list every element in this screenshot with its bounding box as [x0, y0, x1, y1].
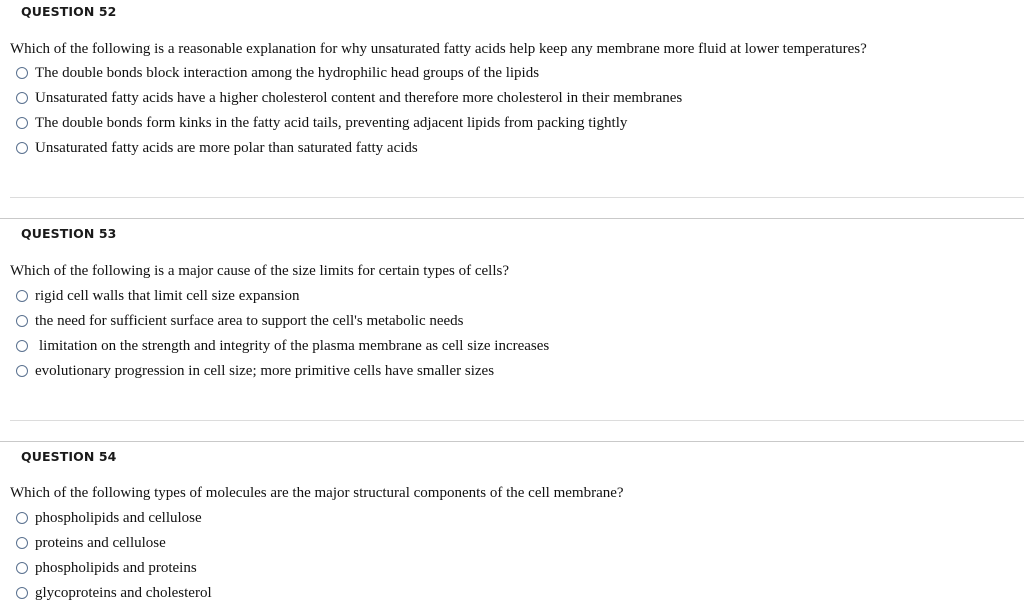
- question-text: Which of the following types of molecules are the major structural components of the cell membrane?: [10, 485, 624, 501]
- radio-button[interactable]: [16, 290, 28, 302]
- divider: [0, 218, 1024, 219]
- radio-button[interactable]: [16, 315, 28, 327]
- option-label[interactable]: proteins and cellulose: [35, 534, 166, 551]
- answer-option-1[interactable]: [16, 63, 539, 83]
- option-label[interactable]: the need for sufficient surface area to support the cell's metabolic needs: [35, 312, 464, 329]
- radio-button[interactable]: [16, 92, 28, 104]
- answer-option-4[interactable]: [16, 138, 418, 158]
- question-title: QUESTION 54: [21, 449, 117, 464]
- answer-option-4[interactable]: [16, 583, 212, 603]
- radio-button[interactable]: [16, 587, 28, 599]
- answer-option-4[interactable]: [16, 361, 494, 381]
- answer-option-2[interactable]: [16, 533, 166, 553]
- question-title: QUESTION 52: [21, 4, 117, 19]
- answer-option-3[interactable]: [16, 558, 197, 578]
- answer-option-2[interactable]: [16, 311, 464, 331]
- answer-option-3[interactable]: [16, 113, 627, 133]
- radio-button[interactable]: [16, 537, 28, 549]
- radio-button[interactable]: [16, 512, 28, 524]
- option-label[interactable]: glycoproteins and cholesterol: [35, 584, 212, 601]
- question-title: QUESTION 53: [21, 226, 117, 241]
- divider: [0, 441, 1024, 442]
- divider: [10, 197, 1024, 198]
- radio-button[interactable]: [16, 142, 28, 154]
- answer-option-1[interactable]: [16, 286, 300, 306]
- answer-option-3[interactable]: [16, 336, 549, 356]
- option-label[interactable]: rigid cell walls that limit cell size expansion: [35, 287, 300, 304]
- option-label[interactable]: Unsaturated fatty acids have a higher cholesterol content and therefore more cholesterol in their membranes: [35, 89, 683, 106]
- option-label[interactable]: The double bonds form kinks in the fatty acid tails, preventing adjacent lipids from packing tightly: [35, 114, 628, 131]
- option-label[interactable]: Unsaturated fatty acids are more polar than saturated fatty acids: [35, 139, 418, 156]
- option-label[interactable]: phospholipids and cellulose: [35, 509, 202, 526]
- question-text: Which of the following is a reasonable explanation for why unsaturated fatty acids help keep any membrane more fluid at lower temperatures?: [10, 41, 867, 57]
- option-label[interactable]: limitation on the strength and integrity of the plasma membrane as cell size increases: [39, 337, 550, 354]
- question-text: Which of the following is a major cause of the size limits for certain types of cells?: [10, 263, 510, 279]
- radio-button[interactable]: [16, 117, 28, 129]
- option-label[interactable]: evolutionary progression in cell size; more primitive cells have smaller sizes: [35, 362, 495, 379]
- radio-button[interactable]: [16, 562, 28, 574]
- answer-option-2[interactable]: [16, 88, 682, 108]
- radio-button[interactable]: [16, 340, 28, 352]
- divider: [10, 420, 1024, 421]
- option-label[interactable]: The double bonds block interaction among the hydrophilic head groups of the lipids: [35, 64, 540, 81]
- radio-button[interactable]: [16, 67, 28, 79]
- option-label[interactable]: phospholipids and proteins: [35, 559, 197, 576]
- answer-option-1[interactable]: [16, 508, 202, 528]
- radio-button[interactable]: [16, 365, 28, 377]
